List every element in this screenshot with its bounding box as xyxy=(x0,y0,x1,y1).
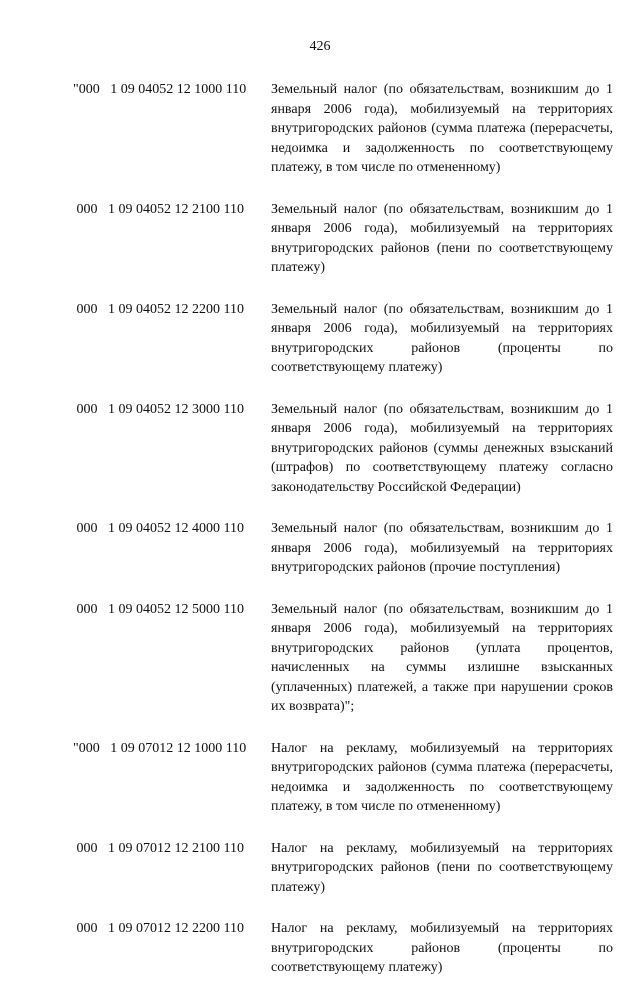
list-item xyxy=(0,400,640,498)
classification-list xyxy=(0,80,640,1000)
page-number: 426 xyxy=(309,39,331,54)
code-description: Земельный налог (по обязательствам, возникшим до 1 января 2006 года), мобилизуемый на территориях внутригородских районов (прочие поступления) xyxy=(271,521,613,575)
code-description: Налог на рекламу, мобилизуемый на территориях внутригородских районов (проценты по соответствующему платежу) xyxy=(271,921,613,975)
budget-code: 000 1 09 07012 12 2200 110 xyxy=(73,921,244,936)
budget-code: 000 1 09 04052 12 3000 110 xyxy=(73,401,244,417)
budget-code: 000 1 09 07012 12 2100 110 xyxy=(73,840,244,856)
code-description: Налог на рекламу, мобилизуемый на территориях внутригородских районов (пени по соответствующему платежу) xyxy=(271,840,613,895)
code-description: Земельный налог (по обязательствам, возникшим до 1 января 2006 года), мобилизуемый на территориях внутригородских районов (сумма платежа (перерасчеты, недоимка и задолженность по соответствующему платежу, в том числе по отмененному) xyxy=(271,82,613,175)
list-item xyxy=(0,600,640,717)
budget-code: "000 1 09 04052 12 1000 110 xyxy=(73,82,247,97)
budget-code: 000 1 09 04052 12 4000 110 xyxy=(73,521,244,536)
budget-code: 000 1 09 04052 12 5000 110 xyxy=(73,601,244,617)
list-item xyxy=(0,300,640,378)
code-description: Земельный налог (по обязательствам, возникшим до 1 января 2006 года), мобилизуемый на территориях внутригородских районов (уплата процентов, начисленных на суммы излишне взысканных (уплаченных) платежей, а также при нарушении сроков их возврата)"; xyxy=(271,601,613,714)
budget-code: 000 1 09 04052 12 2100 110 xyxy=(73,201,244,217)
list-item xyxy=(0,839,640,898)
code-description: Земельный налог (по обязательствам, возникшим до 1 января 2006 года), мобилизуемый на территориях внутригородских районов (проценты по соответствующему платежу) xyxy=(271,301,613,375)
budget-code: 000 1 09 04052 12 2200 110 xyxy=(73,301,244,317)
list-item xyxy=(0,200,640,278)
list-item xyxy=(0,739,640,817)
code-description: Налог на рекламу, мобилизуемый на территориях внутригородских районов (сумма платежа (перерасчеты, недоимка и задолженность по соответствующему платежу, в том числе по отмененному) xyxy=(271,740,613,814)
list-item xyxy=(0,80,640,178)
code-description: Земельный налог (по обязательствам, возникшим до 1 января 2006 года), мобилизуемый на территориях внутригородских районов (пени по соответствующему платежу) xyxy=(271,201,613,275)
code-description: Земельный налог (по обязательствам, возникшим до 1 января 2006 года), мобилизуемый на территориях внутригородских районов (суммы денежных взысканий (штрафов) по соответствующему платежу согласно законодательству Российской Федерации) xyxy=(271,401,613,495)
list-item xyxy=(0,919,640,978)
list-item xyxy=(0,519,640,578)
budget-code: "000 1 09 07012 12 1000 110 xyxy=(73,740,247,756)
